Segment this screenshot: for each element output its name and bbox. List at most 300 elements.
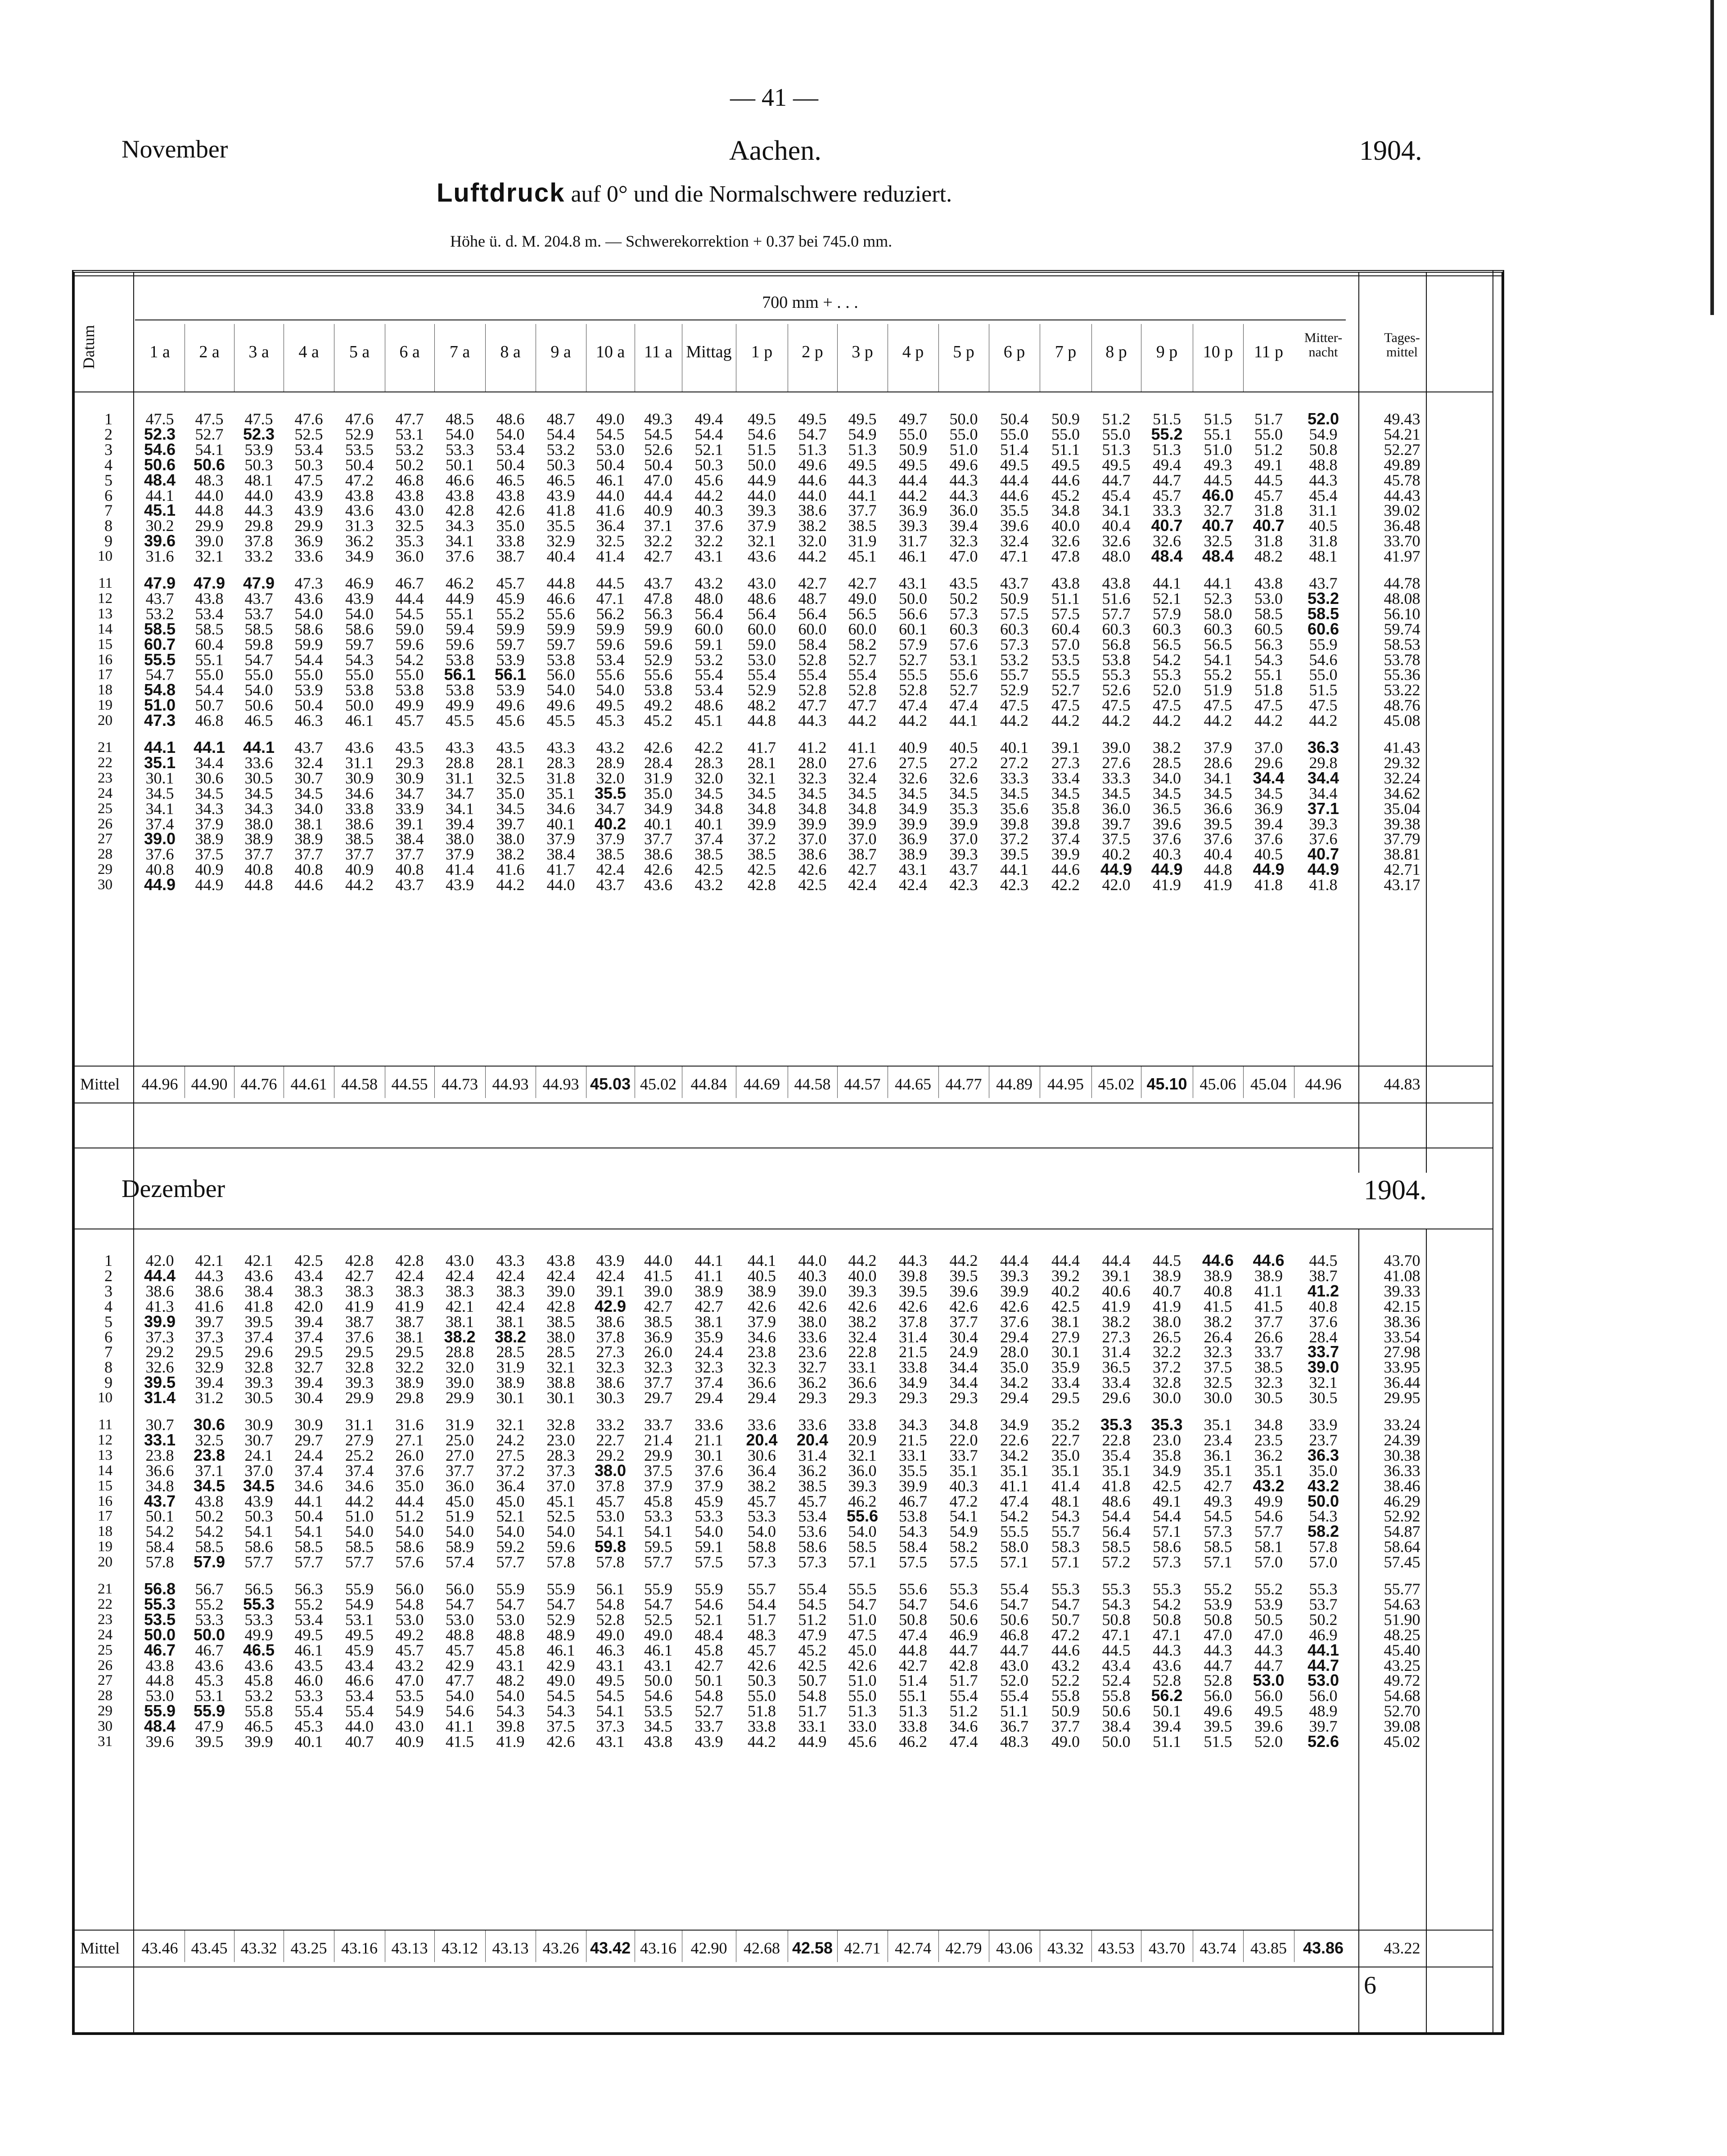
december-cell: 37.7 xyxy=(1254,1312,1283,1331)
december-cell: 57.45 xyxy=(1384,1553,1420,1571)
november-cell: 59.9 xyxy=(644,620,672,638)
november-cell: 45.78 xyxy=(1384,471,1420,489)
november-cell: 31.1 xyxy=(345,753,374,772)
november-cell: 60.3 xyxy=(1204,620,1232,638)
december-cell: 39.2 xyxy=(1051,1266,1080,1285)
november-cell: 40.2 xyxy=(1102,845,1131,864)
december-cell: 55.7 xyxy=(1051,1522,1080,1541)
november-cell: 54.7 xyxy=(244,650,273,669)
december-cell: 29.5 xyxy=(395,1343,424,1361)
november-cell: 53.3 xyxy=(446,440,474,459)
december-cell: 37.9 xyxy=(748,1312,776,1331)
november-cell: 59.9 xyxy=(546,620,575,638)
december-mittel-value: 43.46 xyxy=(141,1939,178,1957)
december-cell: 35.9 xyxy=(1051,1358,1080,1377)
november-cell: 47.1 xyxy=(1000,547,1028,566)
december-cell: 37.8 xyxy=(899,1312,927,1331)
november-cell: 51.5 xyxy=(1309,681,1338,699)
november-cell: 46.1 xyxy=(596,471,625,489)
november-cell: 36.9 xyxy=(294,532,323,550)
november-cell: 29.8 xyxy=(244,517,273,535)
december-cell: 50.3 xyxy=(748,1671,776,1690)
december-cell: 53.6 xyxy=(798,1522,827,1541)
december-cell: 42.6 xyxy=(848,1297,877,1315)
november-cell: 53.8 xyxy=(395,681,424,699)
november-cell: 45.2 xyxy=(644,711,672,730)
december-cell: 45.3 xyxy=(294,1717,323,1736)
december-cell: 37.9 xyxy=(644,1476,672,1495)
december-cell: 44.7 xyxy=(949,1641,978,1659)
november-cell: 53.4 xyxy=(195,604,224,623)
december-cell: 42.7 xyxy=(644,1297,672,1315)
november-cell: 51.2 xyxy=(1102,410,1131,428)
november-cell: 60.3 xyxy=(1102,620,1131,638)
december-cell: 40.3 xyxy=(798,1266,827,1285)
november-cell: 54.6 xyxy=(144,440,176,459)
november-cell: 53.0 xyxy=(596,440,625,459)
november-cell: 33.3 xyxy=(1000,769,1028,787)
december-cell: 45.0 xyxy=(446,1492,474,1510)
november-cell: 60.5 xyxy=(1254,620,1283,638)
november-cell: 37.4 xyxy=(1051,830,1080,848)
december-cell: 54.3 xyxy=(496,1702,525,1720)
december-cell: 53.1 xyxy=(195,1687,224,1705)
december-cell: 55.0 xyxy=(748,1687,776,1705)
november-cell: 47.5 xyxy=(1254,696,1283,715)
november-mittel-value: 45.03 xyxy=(590,1075,631,1093)
december-cell: 25.0 xyxy=(446,1431,474,1449)
november-cell: 55.0 xyxy=(1051,425,1080,443)
november-cell: 53.2 xyxy=(694,650,723,669)
december-cell: 37.6 xyxy=(395,1461,424,1480)
december-cell: 36.9 xyxy=(644,1328,672,1346)
december-cell: 39.9 xyxy=(1000,1282,1028,1300)
december-cell: 43.5 xyxy=(294,1656,323,1674)
november-cell: 29.9 xyxy=(294,517,323,535)
december-cell: 35.4 xyxy=(1102,1446,1131,1464)
november-cell: 34.4 xyxy=(1309,784,1338,802)
december-cell: 34.2 xyxy=(1000,1446,1028,1464)
december-cell: 53.0 xyxy=(1253,1671,1285,1690)
december-cell: 30.1 xyxy=(1051,1343,1080,1361)
december-cell: 39.08 xyxy=(1384,1717,1420,1736)
november-cell: 60.4 xyxy=(1051,620,1080,638)
november-cell: 34.0 xyxy=(1153,769,1181,787)
november-cell: 48.76 xyxy=(1384,696,1420,715)
december-mittel-value: 42.74 xyxy=(895,1939,931,1957)
november-cell: 41.7 xyxy=(748,738,776,756)
november-day-label: 15 xyxy=(98,636,113,653)
november-cell: 44.9 xyxy=(1151,860,1183,879)
december-cell: 38.2 xyxy=(1204,1312,1232,1331)
december-mittel-value: 43.26 xyxy=(542,1939,579,1957)
december-cell: 37.7 xyxy=(446,1461,474,1480)
december-cell: 48.8 xyxy=(496,1625,525,1644)
december-cell: 40.3 xyxy=(949,1476,978,1495)
november-cell: 56.0 xyxy=(546,666,575,684)
december-cell: 41.9 xyxy=(1102,1297,1131,1315)
december-cell: 37.4 xyxy=(244,1328,273,1346)
december-cell: 42.7 xyxy=(694,1656,723,1674)
december-cell: 42.1 xyxy=(195,1251,224,1269)
november-cell: 38.6 xyxy=(644,845,672,864)
november-cell: 44.8 xyxy=(1204,860,1232,879)
december-cell: 38.8 xyxy=(546,1373,575,1392)
december-cell: 58.9 xyxy=(446,1538,474,1556)
december-cell: 33.6 xyxy=(694,1416,723,1434)
december-cell: 41.1 xyxy=(1254,1282,1283,1300)
december-day-label: 9 xyxy=(104,1373,113,1392)
december-cell: 54.9 xyxy=(949,1522,978,1541)
november-cell: 49.9 xyxy=(446,696,474,715)
december-cell: 52.4 xyxy=(1102,1671,1131,1690)
november-cell: 51.8 xyxy=(1254,681,1283,699)
november-cell: 55.0 xyxy=(1000,425,1028,443)
december-cell: 39.0 xyxy=(1307,1358,1339,1377)
december-cell: 55.4 xyxy=(345,1702,374,1720)
december-cell: 53.0 xyxy=(145,1687,174,1705)
december-cell: 33.4 xyxy=(1102,1373,1131,1392)
december-cell: 33.7 xyxy=(694,1717,723,1736)
december-cell: 43.9 xyxy=(244,1492,273,1510)
december-cell: 44.1 xyxy=(694,1251,723,1269)
december-cell: 49.72 xyxy=(1384,1671,1420,1690)
december-cell: 55.9 xyxy=(193,1701,225,1720)
november-cell: 53.8 xyxy=(446,681,474,699)
december-cell: 42.9 xyxy=(594,1296,627,1315)
december-cell: 58.0 xyxy=(1000,1538,1028,1556)
december-cell: 48.8 xyxy=(446,1625,474,1644)
november-mittel-rule xyxy=(75,1066,1493,1067)
folio-number: 6 xyxy=(1364,1971,1376,1999)
december-cell: 54.4 xyxy=(1153,1507,1181,1526)
november-cell: 41.6 xyxy=(496,860,525,879)
december-cell: 36.6 xyxy=(748,1373,776,1392)
november-cell: 44.2 xyxy=(899,711,927,730)
november-cell: 43.2 xyxy=(694,574,723,592)
december-cell: 42.9 xyxy=(446,1656,474,1674)
november-cell: 51.5 xyxy=(1153,410,1181,428)
column-header: 4 a xyxy=(298,342,319,361)
december-cell: 37.3 xyxy=(596,1717,625,1736)
december-cell: 43.8 xyxy=(546,1251,575,1269)
december-cell: 30.9 xyxy=(244,1416,273,1434)
december-cell: 35.0 xyxy=(1309,1461,1338,1480)
column-header: 7 a xyxy=(449,342,470,361)
december-mittel-value: 42.71 xyxy=(844,1939,881,1957)
column-header: 3 p xyxy=(852,342,873,361)
november-cell: 37.7 xyxy=(848,501,877,520)
december-cell: 45.9 xyxy=(694,1492,723,1510)
november-cell: 47.2 xyxy=(345,471,374,489)
november-cell: 39.6 xyxy=(1000,517,1028,535)
december-cell: 44.3 xyxy=(899,1251,927,1269)
november-cell: 52.0 xyxy=(1153,681,1181,699)
november-cell: 44.9 xyxy=(446,589,474,608)
november-cell: 55.0 xyxy=(294,666,323,684)
december-cell: 44.1 xyxy=(294,1492,323,1510)
november-cell: 49.4 xyxy=(694,410,723,428)
november-cell: 31.8 xyxy=(1254,501,1283,520)
november-cell: 28.1 xyxy=(496,753,525,772)
november-cell: 44.3 xyxy=(244,501,273,520)
december-cell: 29.3 xyxy=(848,1389,877,1407)
december-cell: 32.8 xyxy=(244,1358,273,1377)
december-cell: 45.8 xyxy=(496,1641,525,1659)
december-cell: 34.9 xyxy=(1000,1416,1028,1434)
december-cell: 42.8 xyxy=(395,1251,424,1269)
november-cell: 43.7 xyxy=(294,738,323,756)
november-cell: 39.4 xyxy=(949,517,978,535)
december-cell: 47.4 xyxy=(899,1625,927,1644)
december-cell: 33.1 xyxy=(848,1358,877,1377)
december-cell: 50.1 xyxy=(1153,1702,1181,1720)
november-cell: 44.2 xyxy=(899,486,927,504)
november-cell: 31.3 xyxy=(345,517,374,535)
november-cell: 28.9 xyxy=(596,753,625,772)
november-cell: 56.2 xyxy=(596,604,625,623)
november-cell: 56.10 xyxy=(1384,604,1420,623)
november-cell: 48.4 xyxy=(1151,547,1183,566)
december-cell: 37.6 xyxy=(1000,1312,1028,1331)
november-cell: 30.6 xyxy=(195,769,224,787)
december-cell: 42.8 xyxy=(949,1656,978,1674)
november-cell: 48.3 xyxy=(195,471,224,489)
november-cell: 54.9 xyxy=(1309,425,1338,443)
december-cell: 36.3 xyxy=(1307,1445,1339,1464)
november-cell: 47.3 xyxy=(144,711,176,730)
december-cell: 28.8 xyxy=(446,1343,474,1361)
december-cell: 54.6 xyxy=(644,1687,672,1705)
december-cell: 57.1 xyxy=(1000,1553,1028,1571)
december-cell: 57.3 xyxy=(798,1553,827,1571)
november-cell: 41.2 xyxy=(798,738,827,756)
december-cell: 36.0 xyxy=(848,1461,877,1480)
december-cell: 37.6 xyxy=(694,1461,723,1480)
november-cell: 52.3 xyxy=(144,424,176,443)
november-cell: 32.4 xyxy=(1000,532,1028,550)
december-cell: 50.6 xyxy=(1000,1610,1028,1629)
november-cell: 40.9 xyxy=(345,860,374,879)
december-cell: 43.9 xyxy=(596,1251,625,1269)
december-cell: 53.4 xyxy=(345,1687,374,1705)
november-cell: 47.6 xyxy=(345,410,374,428)
december-cell: 59.8 xyxy=(594,1537,627,1556)
november-cell: 52.27 xyxy=(1384,440,1420,459)
december-cell: 46.29 xyxy=(1384,1492,1420,1510)
november-cell: 49.1 xyxy=(1254,455,1283,474)
november-cell: 37.7 xyxy=(294,845,323,864)
december-cell: 55.4 xyxy=(798,1580,827,1598)
november-cell: 49.7 xyxy=(899,410,927,428)
november-mittel-value: 44.58 xyxy=(794,1075,831,1093)
november-cell: 31.9 xyxy=(644,769,672,787)
december-cell: 43.1 xyxy=(596,1733,625,1751)
december-cell: 38.6 xyxy=(596,1312,625,1331)
december-cell: 53.3 xyxy=(195,1610,224,1629)
december-cell: 50.8 xyxy=(1153,1610,1181,1629)
november-cell: 44.1 xyxy=(243,738,275,756)
november-cell: 50.6 xyxy=(144,455,176,474)
november-cell: 43.7 xyxy=(1000,574,1028,592)
december-cell: 44.7 xyxy=(1204,1656,1232,1674)
november-cell: 42.7 xyxy=(644,547,672,566)
december-cell: 48.9 xyxy=(1309,1702,1338,1720)
november-cell: 32.4 xyxy=(294,753,323,772)
november-cell: 57.3 xyxy=(1000,635,1028,653)
december-cell: 57.7 xyxy=(244,1553,273,1571)
december-cell: 43.6 xyxy=(244,1266,273,1285)
november-cell: 34.6 xyxy=(546,799,575,818)
november-cell: 39.9 xyxy=(798,815,827,833)
december-cell: 42.5 xyxy=(1051,1297,1080,1315)
november-cell: 45.3 xyxy=(596,711,625,730)
december-day-label: 11 xyxy=(98,1417,113,1433)
november-cell: 50.0 xyxy=(949,410,978,428)
december-cell: 32.9 xyxy=(195,1358,224,1377)
december-cell: 58.6 xyxy=(395,1538,424,1556)
december-cell: 29.5 xyxy=(1051,1389,1080,1407)
december-cell: 40.7 xyxy=(1153,1282,1181,1300)
november-cell: 55.2 xyxy=(1204,666,1232,684)
november-cell: 52.7 xyxy=(1051,681,1080,699)
december-cell: 38.4 xyxy=(244,1282,273,1300)
december-cell: 51.5 xyxy=(1204,1733,1232,1751)
december-cell: 38.2 xyxy=(444,1327,476,1346)
november-cell: 38.1 xyxy=(294,815,323,833)
november-cell: 27.5 xyxy=(899,753,927,772)
november-cell: 34.6 xyxy=(345,784,374,802)
november-cell: 44.78 xyxy=(1384,574,1420,592)
november-cell: 57.3 xyxy=(949,604,978,623)
november-cell: 40.7 xyxy=(1151,516,1183,535)
december-cell: 43.7 xyxy=(144,1491,176,1510)
november-cell: 32.6 xyxy=(949,769,978,787)
november-cell: 41.9 xyxy=(1204,876,1232,894)
november-cell: 49.5 xyxy=(748,410,776,428)
november-cell: 42.2 xyxy=(1051,876,1080,894)
november-cell: 42.6 xyxy=(644,738,672,756)
november-cell: 41.8 xyxy=(1254,876,1283,894)
december-cell: 30.3 xyxy=(596,1389,625,1407)
november-cell: 55.3 xyxy=(1153,666,1181,684)
november-cell: 53.9 xyxy=(496,681,525,699)
december-cell: 46.9 xyxy=(1309,1625,1338,1644)
november-cell: 50.4 xyxy=(644,455,672,474)
november-cell: 55.1 xyxy=(1254,666,1283,684)
december-cell: 29.9 xyxy=(446,1389,474,1407)
november-cell: 38.4 xyxy=(395,830,424,848)
december-cell: 31.2 xyxy=(195,1389,224,1407)
december-cell: 43.9 xyxy=(694,1733,723,1751)
december-cell: 37.4 xyxy=(694,1373,723,1392)
november-cell: 56.4 xyxy=(748,604,776,623)
november-cell: 29.8 xyxy=(1309,753,1338,772)
december-day-label: 1 xyxy=(104,1251,113,1269)
december-cell: 36.7 xyxy=(1000,1717,1028,1736)
november-cell: 55.0 xyxy=(949,425,978,443)
december-cell: 41.9 xyxy=(395,1297,424,1315)
november-cell: 50.4 xyxy=(596,455,625,474)
november-cell: 40.7 xyxy=(1253,516,1285,535)
december-cell: 57.9 xyxy=(193,1553,225,1571)
december-cell: 54.5 xyxy=(798,1595,827,1613)
november-cell: 42.3 xyxy=(949,876,978,894)
december-cell: 39.5 xyxy=(244,1312,273,1331)
december-cell: 47.2 xyxy=(1051,1625,1080,1644)
november-cell: 38.9 xyxy=(899,845,927,864)
november-cell: 43.1 xyxy=(899,574,927,592)
november-cell: 53.9 xyxy=(244,440,273,459)
november-day-label: 4 xyxy=(104,455,113,474)
december-cell: 33.54 xyxy=(1384,1328,1420,1346)
december-cell: 42.6 xyxy=(949,1297,978,1315)
december-cell: 58.5 xyxy=(1204,1538,1232,1556)
december-cell: 56.0 xyxy=(446,1580,474,1598)
december-cell: 53.0 xyxy=(496,1610,525,1629)
november-mittel-column-rule xyxy=(485,1067,486,1098)
december-cell: 32.3 xyxy=(694,1358,723,1377)
november-cell: 60.7 xyxy=(144,635,176,653)
november-cell: 35.1 xyxy=(144,753,176,772)
december-cell: 43.4 xyxy=(1102,1656,1131,1674)
december-cell: 49.3 xyxy=(1204,1492,1232,1510)
december-cell: 58.2 xyxy=(949,1538,978,1556)
november-cell: 59.7 xyxy=(496,635,525,653)
december-cell: 57.2 xyxy=(1102,1553,1131,1571)
november-cell: 41.6 xyxy=(596,501,625,520)
column-header: 1 p xyxy=(751,342,773,361)
november-cell: 54.6 xyxy=(748,425,776,443)
december-cell: 45.6 xyxy=(848,1733,877,1751)
november-cell: 28.4 xyxy=(644,753,672,772)
november-cell: 43.1 xyxy=(899,860,927,879)
december-cell: 30.0 xyxy=(1153,1389,1181,1407)
december-cell: 34.4 xyxy=(949,1373,978,1392)
december-cell: 53.3 xyxy=(748,1507,776,1526)
november-cell: 34.5 xyxy=(694,784,723,802)
november-cell: 55.6 xyxy=(949,666,978,684)
december-cell: 26.6 xyxy=(1254,1328,1283,1346)
november-cell: 44.1 xyxy=(1000,860,1028,879)
december-mittel-value: 43.53 xyxy=(1098,1939,1135,1957)
november-cell: 56.3 xyxy=(644,604,672,623)
december-cell: 42.0 xyxy=(294,1297,323,1315)
november-cell: 38.5 xyxy=(748,845,776,864)
december-cell: 45.9 xyxy=(345,1641,374,1659)
december-cell: 56.2 xyxy=(1151,1686,1183,1705)
december-cell: 51.2 xyxy=(395,1507,424,1526)
november-cell: 37.6 xyxy=(694,517,723,535)
december-cell: 56.1 xyxy=(596,1580,625,1598)
november-cell: 51.3 xyxy=(798,440,827,459)
november-cell: 37.9 xyxy=(748,517,776,535)
december-cell: 56.4 xyxy=(1102,1522,1131,1541)
december-cell: 32.1 xyxy=(496,1416,525,1434)
november-cell: 33.2 xyxy=(244,547,273,566)
november-cell: 36.9 xyxy=(899,501,927,520)
december-cell: 39.6 xyxy=(949,1282,978,1300)
december-cell: 57.1 xyxy=(1051,1553,1080,1571)
november-cell: 45.4 xyxy=(1309,486,1338,504)
november-mittel-value: 44.89 xyxy=(996,1075,1033,1093)
november-cell: 46.9 xyxy=(345,574,374,592)
november-cell: 32.4 xyxy=(848,769,877,787)
november-cell: 49.0 xyxy=(848,589,877,608)
column-rule xyxy=(1243,324,1244,392)
december-cell: 54.5 xyxy=(546,1687,575,1705)
column-header: Mittag xyxy=(686,342,732,361)
